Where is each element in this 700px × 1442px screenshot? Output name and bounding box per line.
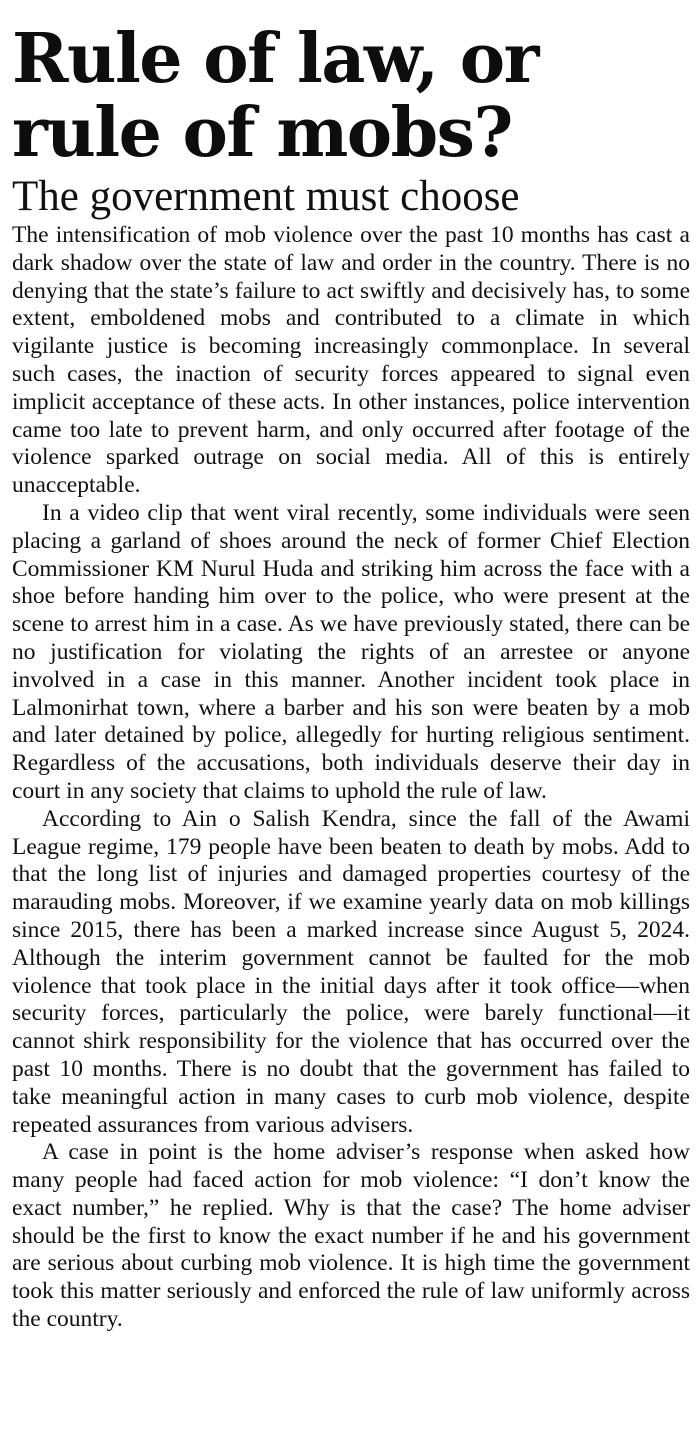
paragraph-2: In a video clip that went viral recently, some individuals were seen placing a garland of shoes around the neck of former Chief Election Commissioner KM Nurul Huda and striking him across the face with a shoe before handing him over to the police, who were present at the scene to arrest him in a case. As we have previously stated, there can be no justification for violating the rights of an arrestee or anyone involved in a case in this manner. Another incident took place in Lalmonirhat town, where a barber and his son were beaten by a mob and later detained by police, allegedly for hurting religious sentiment. Regardless of the accusations, both individuals deserve their day in court in any society that claims to uphold the rule of law. [12,499,690,804]
paragraph-3: According to Ain o Salish Kendra, since the fall of the Awami League regime, 179 people have been beaten to death by mobs. Add to that the long list of injuries and damaged properties courtesy of the marauding mobs. Moreover, if we examine yearly data on mob killings since 2015, there has been a marked increase since August 5, 2024. Although the interim government cannot be faulted for the mob violence that took place in the initial days after it took office—when security forces, particularly the police, were barely functional—it cannot shirk responsibility for the violence that has occurred over the past 10 months. There is no doubt that the government has failed to take meaningful action in many cases to curb mob violence, despite repeated assurances from various advisers. [12,805,690,1138]
article-body [12,222,690,1334]
paragraph-1: The intensification of mob violence over the past 10 months has cast a dark shadow over the state of law and order in the country. There is no denying that the state’s failure to act swiftly and decisively has, to some extent, emboldened mobs and contributed to a climate in which vigilante justice is becoming increasingly commonplace. In several such cases, the inaction of security forces appeared to signal even implicit acceptance of these acts. In other instances, police intervention came too late to prevent harm, and only occurred after footage of the violence sparked outrage on social media. All of this is entirely unacceptable. [12,222,690,499]
headline: Rule of law, or rule of mobs? [12,19,538,173]
subheadline: The government must choose [12,173,520,220]
paragraph-4: A case in point is the home adviser’s response when asked how many people had faced action for mob violence: “I don’t know the exact number,” he replied. Why is that the case? The home adviser should be the first to know the exact number if he and his government are serious about curbing mob violence. It is high time the government took this matter seriously and enforced the rule of law uniformly across the country. [12,1139,690,1333]
